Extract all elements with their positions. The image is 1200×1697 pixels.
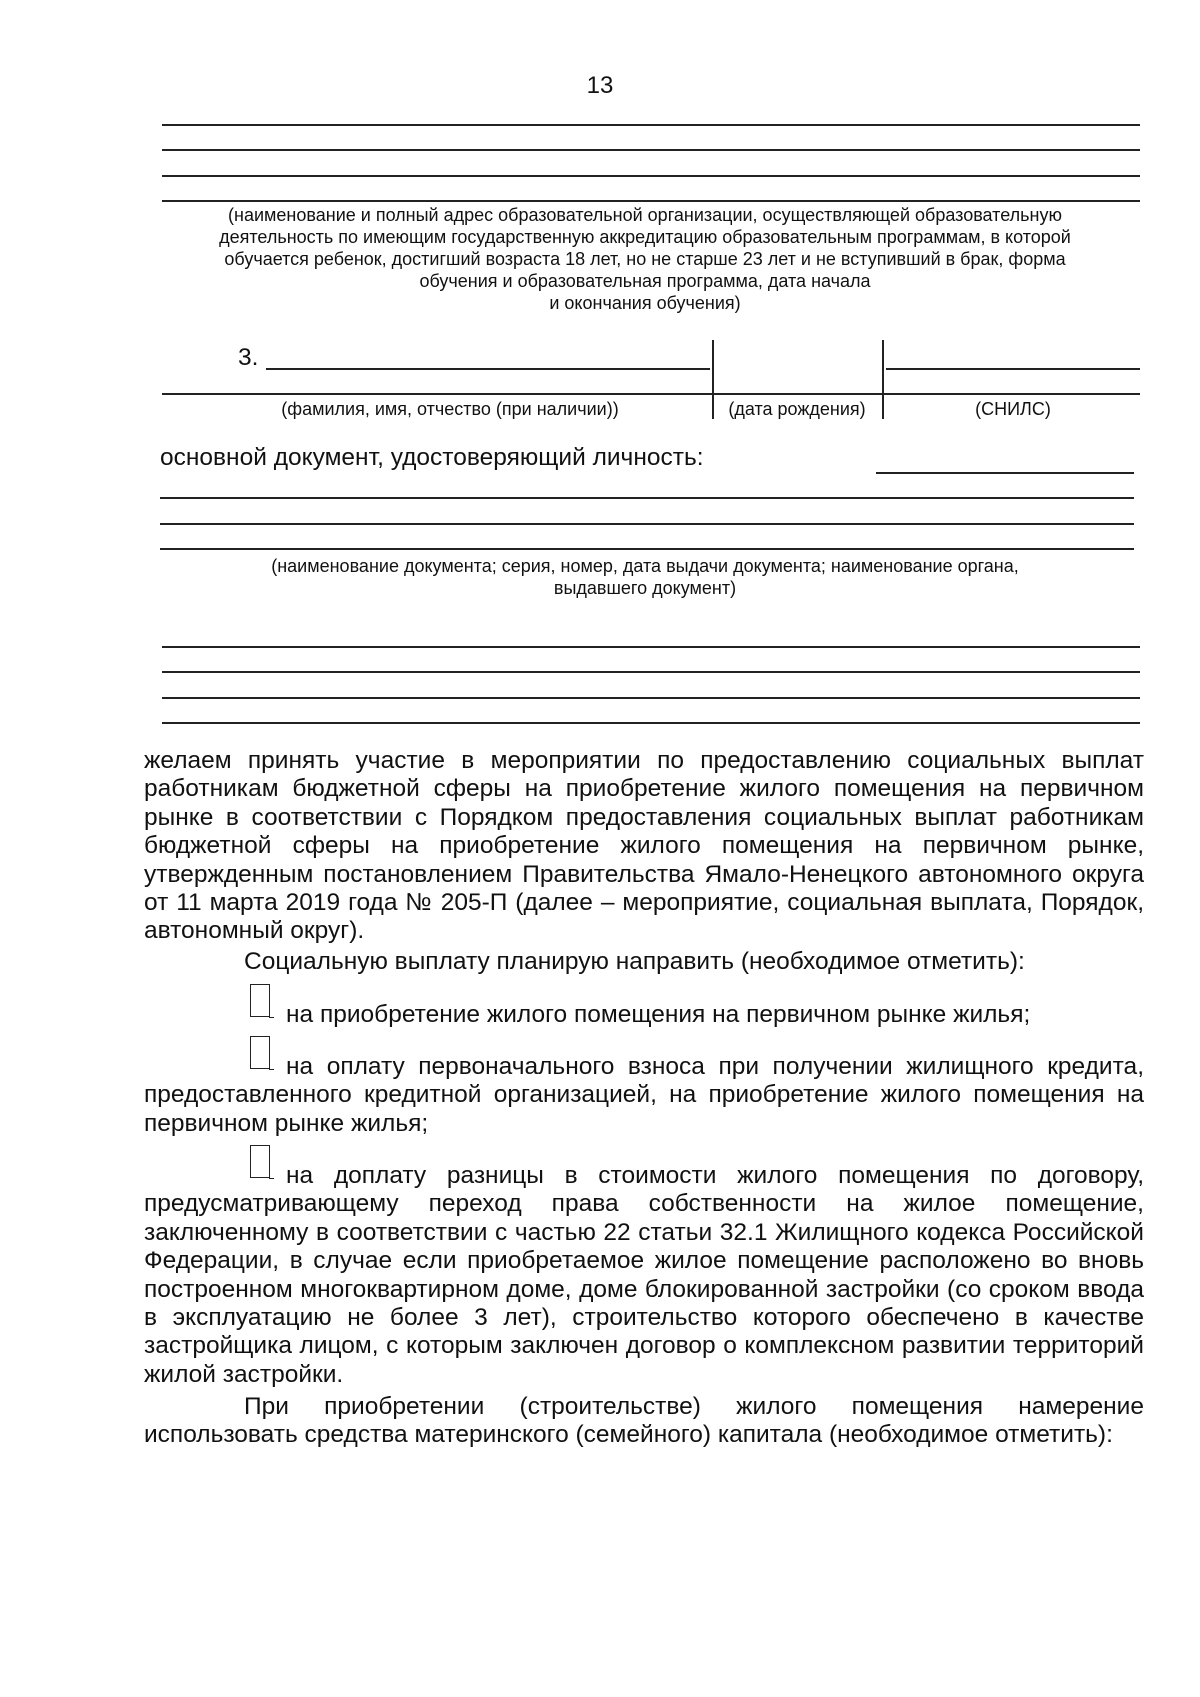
identity-doc-caption [150,555,1140,599]
caption-line: деятельность по имеющим государственную аккредитацию образовательным программам, в которой [219,227,1071,247]
fio-caption: (фамилия, имя, отчество (при наличии)) [281,399,619,419]
birth-date-caption: (дата рождения) [728,399,866,419]
fill-line[interactable] [160,523,1134,525]
maternity-capital-paragraph: При приобретении (строительстве) жилого помещения намерение использовать средства материнского (семейного) капитала (необходимое отметить): [144,1393,1144,1449]
fill-line[interactable] [160,548,1134,550]
fill-line[interactable] [162,124,1140,126]
fill-line[interactable] [162,671,1140,673]
identity-doc-label: основной документ, удостоверяющий личность: [160,444,704,471]
fill-line[interactable] [162,149,1140,151]
direction-intro: Социальную выплату планирую направить (необходимое отметить): [244,948,1025,975]
option-down-payment: на оплату первоначального взноса при получении жилищного кредита, предоставленного кредитной организацией, на приобретение жилого помещения на первичном рынке жилья; [144,1053,1144,1137]
fill-line[interactable] [162,646,1140,648]
caption-line: выдавшего документ) [553,578,737,598]
snils-caption: (СНИЛС) [975,399,1051,419]
page-number: 13 [586,72,614,99]
option-price-difference: на доплату разницы в стоимости жилого помещения по договору, предусматривающему переход права собственности на жилое помещение, заключенному в соответствии с частью 22 статьи 32.1 Жилищного кодекса Российской Федерации, в случае если приобретаемое жилое помещение расположено во вновь построенном многоквартирном доме, доме блокированной застройки (со сроком ввода в эксплуатацию не более 3 лет), строительство которого обеспечено в качестве застройщика лицом, с которым заключен договор о комплексном развитии территорий жилой застройки. [144,1162,1144,1388]
caption-line: (наименование документа; серия, номер, дата выдачи документа; наименование органа, [271,556,1019,576]
identity-doc-input-line[interactable] [876,472,1134,474]
caption-line: и окончания обучения) [549,293,741,313]
column-divider [882,340,884,419]
fill-line[interactable] [162,200,1140,202]
snils-input-line[interactable] [886,368,1140,370]
participation-paragraph: желаем принять участие в мероприятии по предоставлению социальных выплат работникам бюджетной сферы на приобретение жилого помещения на первичном рынке в соответствии с Порядком предоставления социальных выплат работникам бюджетной сферы на приобретение жилого помещения на первичном рынке, утвержденным постановлением Правительства Ямало-Ненецкого автономного округа от 11 марта 2019 года № 205-П (далее – мероприятие, социальная выплата, Порядок, автономный округ). [144,747,1144,945]
fill-line[interactable] [160,497,1134,499]
caption-line: обучается ребенок, достигший возраста 18 лет, но не старше 23 лет и не вступивший в брак, форма [224,249,1066,269]
person-number: 3. [238,344,259,371]
person-row-baseline [162,393,1140,395]
caption-line: обучения и образовательная программа, дата начала [419,271,871,291]
fill-line[interactable] [162,175,1140,177]
option-primary-market: на приобретение жилого помещения на первичном рынке жилья; [286,1001,1031,1028]
fill-line[interactable] [162,697,1140,699]
education-caption [150,204,1140,314]
fill-line[interactable] [162,722,1140,724]
fio-input-line[interactable] [266,368,710,370]
caption-line: (наименование и полный адрес образовательной организации, осуществляющей образовательную [228,205,1062,225]
